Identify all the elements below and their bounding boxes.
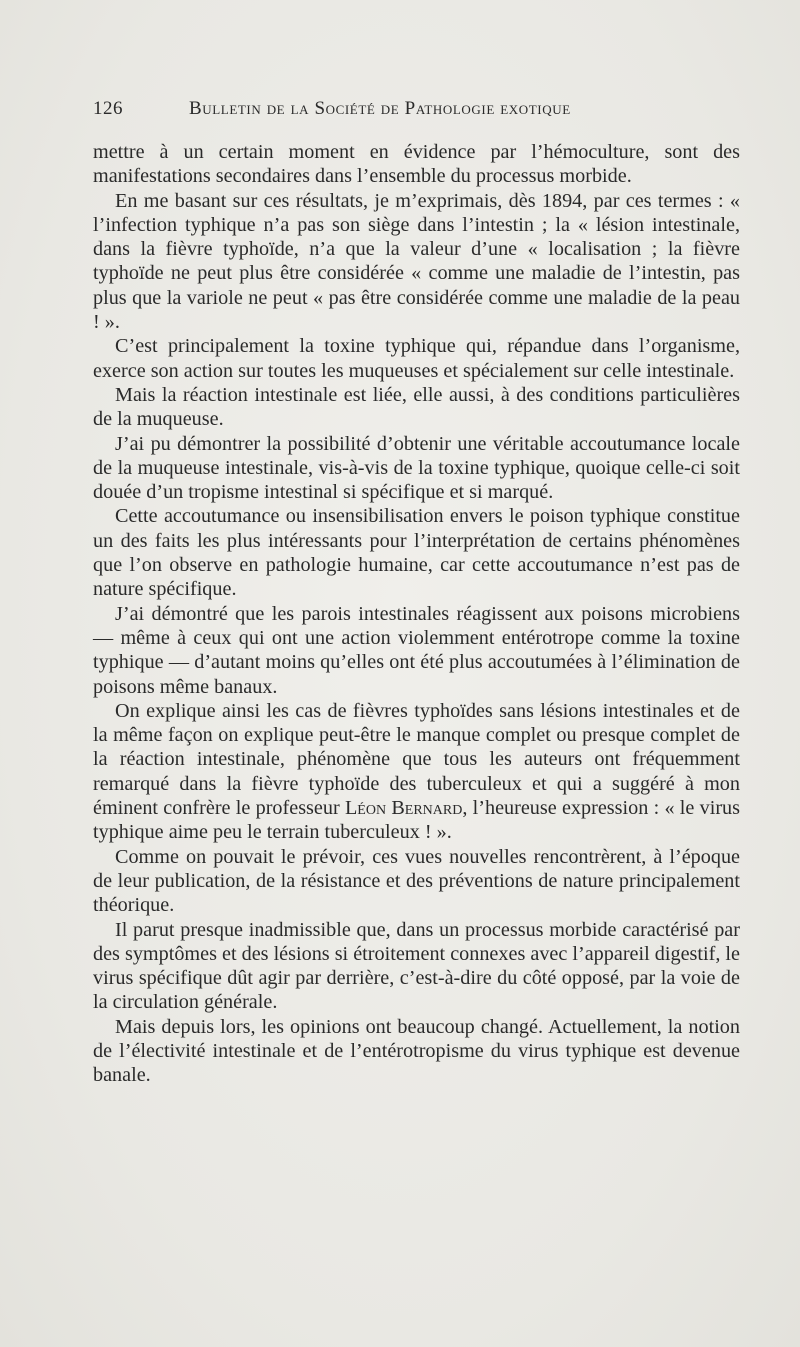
article-body	[93, 140, 740, 1088]
paragraph-8	[93, 699, 740, 845]
paragraph-8-text-before: On explique ainsi les cas de fièvres typhoïdes sans lésions intestinales et de la même façon on explique peut-être le manque complet ou presque complet de la réaction intestinale, phénomène que tous les auteurs ont fréquemment remarqué dans la fièvre typhoïde des tuberculeux et qui a suggéré à mon éminent confrère le professeur	[93, 699, 740, 820]
paragraph-11: Mais depuis lors, les opinions ont beaucoup changé. Actuellement, la notion de l’électivité intestinale et de l’entérotropisme du virus typhique est devenue banale.	[93, 1015, 740, 1087]
paragraph-4: Mais la réaction intestinale est liée, elle aussi, à des conditions particulières de la muqueuse.	[93, 383, 740, 431]
paragraph-9: Comme on pouvait le prévoir, ces vues nouvelles rencontrèrent, à l’époque de leur publication, de la résistance et des préventions de nature principalement théorique.	[93, 845, 740, 917]
paragraph-2: En me basant sur ces résultats, je m’exprimais, dès 1894, par ces termes : « l’infection typhique n’a pas son siège dans l’intestin ; la « lésion intestinale, dans la fièvre typhoïde, n’a que la valeur d’une « localisation ; la fièvre typhoïde ne peut plus être considérée « comme une maladie de l’intestin, pas plus que la variole ne peut « pas être considérée comme une maladie de la peau ! ».	[93, 189, 740, 334]
paragraph-6: Cette accoutumance ou insensibilisation envers le poison typhique constitue un des faits les plus intéressants pour l’interprétation de certains phénomènes que l’on observe en pathologie humaine, car cette accoutumance n’est pas de nature spécifique.	[93, 505, 740, 601]
author-name: Léon Bernard	[344, 797, 463, 820]
paragraph-3: C’est principalement la toxine typhique qui, répandue dans l’organisme, exerce son action sur toutes les muqueuses et spécialement sur celle intestinale.	[93, 335, 740, 382]
page-number: 126	[93, 98, 123, 119]
paragraph-8-text-after: , l’heureuse expression : « le virus typhique aime peu le terrain tuberculeux ! ».	[93, 797, 740, 844]
paragraph-7: J’ai démontré que les parois intestinales réagissent aux poisons microbiens — même à ceux qui ont une action violemment entérotrope comme la toxine typhique — d’autant moins qu’elles ont été plus accoutumées à l’élimination de poisons même banaux.	[93, 602, 740, 698]
page-header	[93, 96, 733, 126]
paragraph-10: Il parut presque inadmissible que, dans un processus morbide caractérisé par des symptômes et des lésions si étroitement connexes avec l’appareil digestif, le virus spécifique dût agir par derrière, c’est-à-dire du côté opposé, par la voie de la circulation générale.	[93, 918, 740, 1014]
running-title: Bulletin de la Société de Pathologie exotique	[189, 98, 571, 119]
paragraph-1: mettre à un certain moment en évidence par l’hémoculture, sont des manifestations secondaires dans l’ensemble du processus morbide.	[93, 141, 740, 188]
paragraph-5: J’ai pu démontrer la possibilité d’obtenir une véritable accoutumance locale de la muqueuse intestinale, vis-à-vis de la toxine typhique, quoique celle-ci soit douée d’un tropisme intestinal si spécifique et si marqué.	[93, 432, 740, 504]
